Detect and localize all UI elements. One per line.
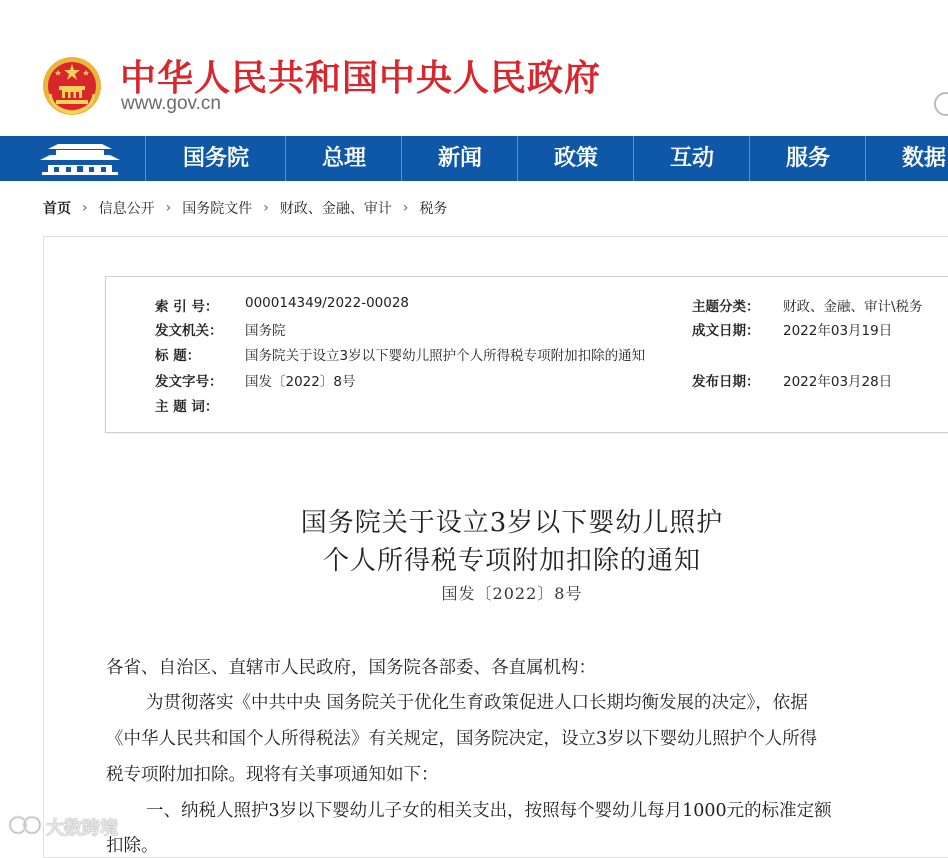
document-number: 国发〔2022〕8号 [441, 584, 583, 603]
created-label: 成文日期： [692, 323, 760, 339]
site-header [0, 0, 948, 136]
main-nav [0, 136, 948, 181]
paragraph-2-line-2: 扣除。 [106, 836, 159, 856]
index-label: 索 引 号： [155, 299, 219, 315]
document-title-line-1: 国务院关于设立3岁以下婴幼儿照护 [300, 508, 724, 538]
keywords-label: 主 题 词： [155, 399, 219, 415]
national-emblem-icon[interactable] [42, 56, 102, 116]
paragraph-1-line-3: 税专项附加扣除。现将有关事项通知如下： [106, 765, 439, 785]
watermark-text: 大数跨境 [46, 818, 118, 839]
breadcrumb [43, 198, 447, 218]
nav-item-xinwen[interactable]: 新闻 [401, 136, 518, 181]
chevron-right-icon: › [165, 200, 172, 216]
title-value: 国务院关于设立3岁以下婴幼儿照护个人所得税专项附加扣除的通知 [245, 348, 646, 364]
index-value: 000014349/2022-00028 [245, 295, 410, 311]
nav-item-hudong[interactable]: 互动 [633, 136, 750, 181]
issuer-label: 发文机关： [155, 323, 223, 339]
search-icon[interactable] [934, 92, 948, 116]
nav-item-shuju[interactable]: 数据 [865, 136, 948, 181]
topic-label: 主题分类： [692, 299, 760, 315]
chevron-right-icon: › [82, 200, 88, 216]
docno-label: 发文字号： [155, 374, 223, 390]
title-label: 标 题： [155, 348, 201, 364]
nav-item-fuwu[interactable]: 服务 [749, 136, 866, 181]
issuer-value: 国务院 [245, 323, 286, 339]
breadcrumb-item[interactable]: 国务院文件 [182, 201, 253, 217]
topic-value: 财政、金融、审计\税务 [783, 299, 923, 315]
docno-value: 国发〔2022〕8号 [245, 374, 356, 390]
document-title-line-2: 个人所得税专项附加扣除的通知 [322, 546, 701, 576]
paragraph-2-line-1: 一、纳税人照护3岁以下婴幼儿子女的相关支出，按照每个婴幼儿每月1000元的标准定额 [146, 801, 832, 821]
site-domain[interactable]: www.gov.cn [121, 93, 221, 114]
published-value: 2022年03月28日 [783, 374, 893, 390]
published-label: 发布日期： [692, 374, 760, 390]
nav-item-zhengce[interactable]: 政策 [517, 136, 634, 181]
breadcrumb-home[interactable]: 首页 [43, 201, 71, 217]
nav-item-zongli[interactable]: 总理 [285, 136, 402, 181]
created-value: 2022年03月19日 [783, 323, 893, 339]
breadcrumb-item[interactable]: 财政、金融、审计 [279, 201, 392, 217]
breadcrumb-item[interactable]: 税务 [419, 201, 448, 217]
paragraph-1-line-2: 《中华人民共和国个人所得税法》有关规定，国务院决定，设立3岁以下婴幼儿照护个人所得 [106, 729, 818, 749]
salutation: 各省、自治区、直辖市人民政府，国务院各部委、各直属机构： [106, 658, 596, 678]
paragraph-1-line-1: 为贯彻落实《中共中央 国务院关于优化生育政策促进人口长期均衡发展的决定》，依据 [146, 693, 808, 713]
tiananmen-home-icon[interactable] [0, 136, 145, 181]
site-title[interactable]: 中华人民共和国中央人民政府 [120, 58, 602, 99]
breadcrumb-item[interactable]: 信息公开 [98, 201, 155, 217]
chevron-right-icon: › [402, 200, 409, 216]
chevron-right-icon: › [263, 200, 269, 216]
nav-item-guowuyuan[interactable]: 国务院 [145, 136, 286, 181]
